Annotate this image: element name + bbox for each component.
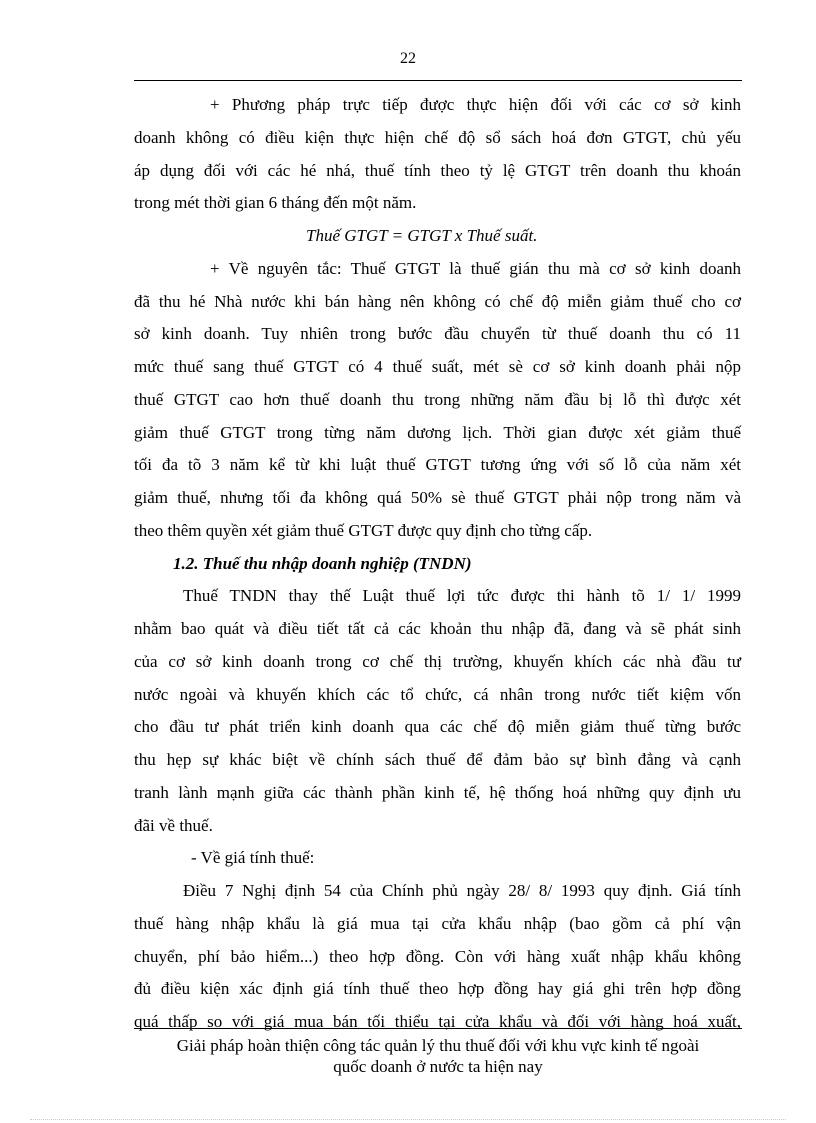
header-rule bbox=[134, 80, 742, 81]
paragraph-last-line: theo thêm quyền xét giảm thuế GTGT được quy định cho từng cấp. bbox=[134, 520, 593, 540]
body-text-line: giảm thuế GTGT trong từng năm dương lịch. Thời gian được xét giảm thuế bbox=[134, 422, 741, 442]
body-text-line: nhằm bao quát và điều tiết tất cả các khoản thu nhập đã, đang và sẽ phát sinh bbox=[134, 619, 741, 638]
body-text-line: thuế GTGT cao hơn thuế doanh thu trong những năm đầu bị lỗ thì được xét bbox=[134, 389, 741, 409]
body-text-line: áp dụng đối với các hé nhá, thuế tính theo tỷ lệ GTGT trên doanh thu khoán bbox=[134, 160, 741, 180]
body-text-line: của cơ sở kinh doanh trong cơ chế thị trường, khuyến khích các nhà đầu tư bbox=[134, 651, 741, 671]
body-text-line: thuế hàng nhập khẩu là giá mua tại cửa khẩu nhập (bao gồm cả phí vận bbox=[134, 913, 741, 933]
page-number: 22 bbox=[400, 50, 416, 67]
body-text-line: giảm thuế, nhưng tối đa không quá 50% sè thuế GTGT phải nộp trong năm và bbox=[134, 488, 741, 507]
body-text-line: sở kinh doanh. Tuy nhiên trong bước đầu chuyển từ thuế doanh thu có 11 bbox=[134, 324, 741, 344]
body-text-line: nước ngoài và khuyến khích các tổ chức, cá nhân trong nước tiết kiệm vốn bbox=[134, 684, 741, 704]
paragraph-last-line: trong mét thời gian 6 tháng đến một năm. bbox=[134, 193, 417, 213]
body-text-line: doanh không có điều kiện thực hiện chế độ sổ sách hoá đơn GTGT, chủ yếu bbox=[134, 127, 741, 147]
body-text-line: chuyển, phí bảo hiểm...) theo hợp đồng. Còn với hàng xuất nhập khẩu không bbox=[134, 946, 741, 966]
body-text-line: đủ điều kiện xác định giá tính thuế theo hợp đồng hay giá ghi trên hợp đồng bbox=[134, 979, 741, 999]
body-text-line: cho đầu tư phát triển kinh doanh qua các chế độ miễn giảm thuế từng bước bbox=[134, 717, 741, 737]
footer-title-line-2: quốc doanh ở nước ta hiện nay bbox=[333, 1057, 543, 1076]
footer-title-line-1: Giải pháp hoàn thiện công tác quản lý thu thuế đối với khu vực kinh tế ngoài bbox=[176, 1036, 700, 1055]
body-text-line: tranh lành mạnh giữa các thành phần kinh tế, hệ thống hoá những quy định ưu bbox=[134, 782, 741, 802]
paragraph-first-line: Điều 7 Nghị định 54 của Chính phủ ngày 28/ 8/ 1993 quy định. Giá tính bbox=[183, 881, 741, 900]
paragraph-first-line: + Về nguyên tắc: Thuế GTGT là thuế gián thu mà cơ sở kinh doanh bbox=[210, 258, 741, 278]
formula-line: Thuế GTGT = GTGT x Thuế suất. bbox=[306, 226, 538, 245]
body-text-line: mức thuế sang thuế GTGT có 4 thuế suất, mét sè cơ sở kinh doanh phải nộp bbox=[134, 357, 741, 376]
page-bottom-border bbox=[30, 1119, 786, 1120]
body-text-line: tối đa tõ 3 năm kể từ khi luật thuế GTGT tương ứng với số lỗ của năm xét bbox=[134, 455, 741, 475]
body-text-line: quá thấp so với giá mua bán tối thiểu tại cửa khẩu và đối với hàng hoá xuất, bbox=[134, 1012, 741, 1031]
document-footer bbox=[134, 1035, 742, 1077]
list-item-line: - Về giá tính thuế: bbox=[191, 848, 315, 868]
section-heading: 1.2. Thuế thu nhập doanh nghiệp (TNDN) bbox=[173, 553, 472, 573]
paragraph-first-line: Thuế TNDN thay thế Luật thuế lợi tức được thi hành tõ 1/ 1/ 1999 bbox=[183, 586, 741, 606]
paragraph-last-line: đãi về thuế. bbox=[134, 815, 213, 835]
document-body bbox=[134, 89, 741, 1039]
body-text-line: đã thu hé Nhà nước khi bán hàng nên không có chế độ miễn giảm thuế cho cơ bbox=[134, 291, 741, 311]
body-text-line: thu hẹp sự khác biệt về chính sách thuế để đảm bảo sự bình đẳng và cạnh bbox=[134, 750, 741, 769]
paragraph-first-line: + Phương pháp trực tiếp được thực hiện đối với các cơ sở kinh bbox=[210, 95, 741, 114]
footer-rule bbox=[134, 1028, 742, 1029]
